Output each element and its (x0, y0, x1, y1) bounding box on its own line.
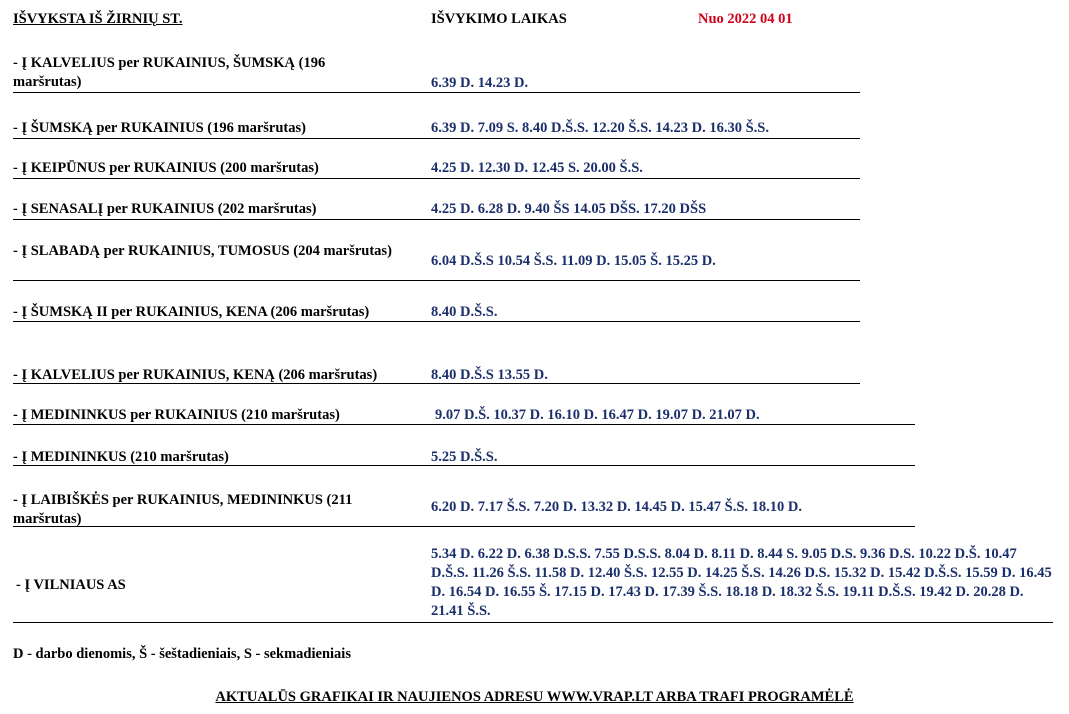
departure-header: IŠVYKSTA IŠ ŽIRNIŲ ST. (13, 11, 183, 27)
row-divider (13, 280, 860, 281)
route-times: 8.40 D.Š.S. (431, 304, 498, 320)
row-divider (13, 92, 860, 93)
row-divider (13, 622, 1053, 623)
legend: D - darbo dienomis, Š - šeštadieniais, S - sekmadieniais (13, 646, 351, 662)
row-divider (13, 321, 860, 322)
route-destination: - Į LAIBIŠKĖS per RUKAINIUS, MEDININKUS (211 maršrutas) (13, 492, 353, 527)
route-times: 4.25 D. 12.30 D. 12.45 S. 20.00 Š.S. (431, 160, 643, 176)
route-destination: - Į ŠUMSKĄ per RUKAINIUS (196 maršrutas) (13, 120, 306, 136)
route-times: 6.20 D. 7.17 Š.S. 7.20 D. 13.32 D. 14.45 D. 15.47 Š.S. 18.10 D. (431, 499, 802, 515)
row-divider (13, 178, 860, 179)
route-times: 6.39 D. 7.09 S. 8.40 D.Š.S. 12.20 Š.S. 14.23 D. 16.30 Š.S. (431, 120, 769, 136)
row-divider (13, 424, 915, 425)
route-times: 5.34 D. 6.22 D. 6.38 D.S.S. 7.55 D.S.S. 8.04 D. 8.11 D. 8.44 S. 9.05 D.S. 9.36 D.S. 10.22 D.Š. 10.47 D.Š.S. 11.26 Š.S. 11.58 D. 12.40 Š.S. 12.55 D. 14.25 Š.S. 14.26 D.S. 15.32 D. 15.42 D.Š.S. 15.59 D. 16.45 D. 16.54 D. 16.55 Š. 17.15 D. 17.43 D. 17.39 Š.S. 18.18 D. 18.32 Š.S. 19.11 D.Š.S. 19.42 D. 20.28 D. 21.41 Š.S. (431, 546, 1052, 619)
route-destination: - Į MEDININKUS (210 maršrutas) (13, 449, 229, 465)
route-destination: - Į SENASALĮ per RUKAINIUS (202 maršrutas) (13, 201, 317, 217)
route-destination: - Į VILNIAUS AS (16, 577, 126, 593)
route-times: 8.40 D.Š.S 13.55 D. (431, 367, 548, 383)
route-times: 4.25 D. 6.28 D. 9.40 ŠS 14.05 DŠS. 17.20 DŠS (431, 201, 707, 217)
route-times: 5.25 D.Š.S. (431, 449, 498, 465)
route-times: 6.04 D.Š.S 10.54 Š.S. 11.09 D. 15.05 Š. 15.25 D. (431, 253, 716, 269)
route-destination: - Į SLABADĄ per RUKAINIUS, TUMOSUS (204 maršrutas) (13, 243, 392, 259)
footer-notice: AKTUALŪS GRAFIKAI IR NAUJIENOS ADRESU WWW.VRAP.LT ARBA TRAFI PROGRAMĖLĖ (215, 689, 854, 705)
row-divider (13, 383, 860, 384)
route-destination: - Į KALVELIUS per RUKAINIUS, KENĄ (206 maršrutas) (13, 367, 378, 383)
route-destination: - Į KEIPŪNUS per RUKAINIUS (200 maršrutas) (13, 160, 319, 176)
route-destination: - Į ŠUMSKĄ II per RUKAINIUS, KENA (206 maršrutas) (13, 304, 370, 320)
route-destination: - Į MEDININKUS per RUKAINIUS (210 maršrutas) (13, 407, 340, 423)
route-times: 6.39 D. 14.23 D. (431, 75, 529, 91)
row-divider (13, 526, 915, 527)
route-times: 9.07 D.Š. 10.37 D. 16.10 D. 16.47 D. 19.07 D. 21.07 D. (435, 407, 760, 423)
departure-time-header: IŠVYKIMO LAIKAS (431, 11, 567, 27)
row-divider (13, 138, 860, 139)
valid-from-date: Nuo 2022 04 01 (698, 11, 793, 27)
row-divider (13, 219, 860, 220)
route-destination: - Į KALVELIUS per RUKAINIUS, ŠUMSKĄ (196 maršrutas) (13, 55, 326, 90)
row-divider (13, 465, 915, 466)
